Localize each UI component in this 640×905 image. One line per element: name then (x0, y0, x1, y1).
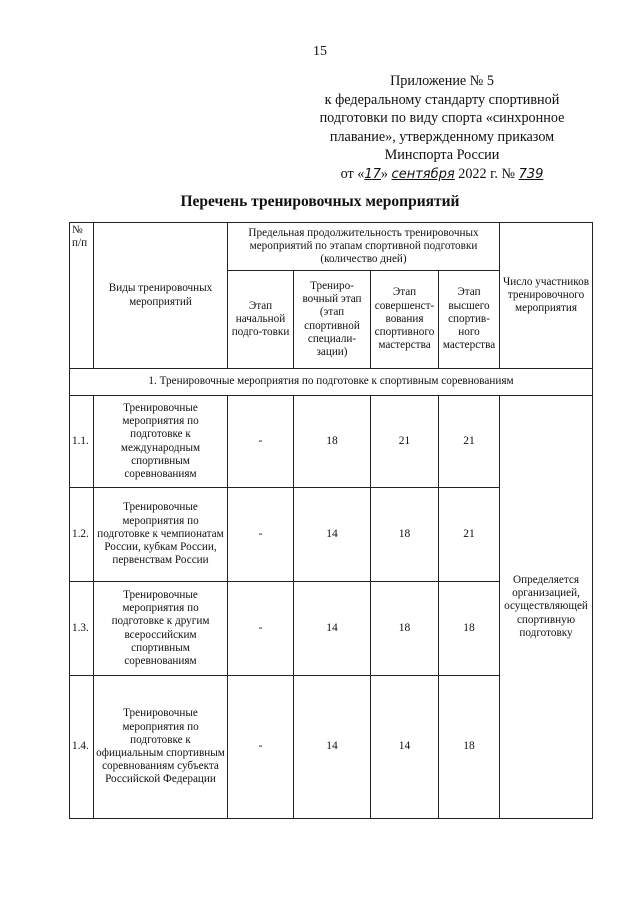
appendix-header (292, 72, 592, 184)
document-title: Перечень тренировочных мероприятий (180, 193, 460, 210)
value-initial: - (228, 582, 294, 676)
row-num: 1.1. (70, 396, 94, 488)
header-participants: Число участников тренировочного мероприятия (500, 223, 593, 369)
date-mid: » (380, 165, 388, 182)
value-initial: - (228, 488, 294, 582)
appendix-line-1: Приложение № 5 (390, 73, 494, 89)
header-kind: Виды тренировочных мероприятий (94, 223, 228, 369)
row-kind: Тренировочные мероприятия по подготовке к международным спортивным соревнованиям (94, 396, 228, 488)
order-month: сентября (391, 166, 455, 182)
order-number: 739 (518, 166, 544, 182)
appendix-line-4: плавание», утвержденному приказом (329, 128, 555, 145)
value-highest: 21 (439, 488, 500, 582)
value-initial: - (228, 676, 294, 819)
row-kind: Тренировочные мероприятия по подготовке к другим всероссийским спортивным соревнованиям (94, 582, 228, 676)
page-number: 15 (313, 44, 327, 59)
row-num: 1.2. (70, 488, 94, 582)
row-num: 1.3. (70, 582, 94, 676)
header-num: № п/п (70, 223, 94, 369)
value-improvement: 18 (371, 488, 439, 582)
date-suffix: 2022 г. № (458, 165, 516, 182)
section-heading: 1. Тренировочные мероприятия по подготовке к спортивным соревнованиям (70, 369, 593, 396)
row-kind: Тренировочные мероприятия по подготовке к официальным спортивным соревнованиям субъекта Российской Федерации (94, 676, 228, 819)
date-prefix: от « (340, 165, 365, 182)
order-day: 17 (364, 166, 381, 182)
value-training: 18 (294, 396, 371, 488)
table-row (70, 396, 593, 488)
value-improvement: 18 (371, 582, 439, 676)
participants-note: Определяется организацией, осуществляющей спортивную подготовку (500, 396, 593, 819)
header-stage-improvement: Этап совершенст-вования спортивного мастерства (371, 271, 439, 369)
value-improvement: 21 (371, 396, 439, 488)
value-improvement: 14 (371, 676, 439, 819)
appendix-line-3: подготовки по виду спорта «синхронное (319, 110, 565, 126)
value-training: 14 (294, 488, 371, 582)
header-stage-highest: Этап высшего спортив-ного мастерства (439, 271, 500, 369)
value-highest: 18 (439, 676, 500, 819)
order-date-line (292, 165, 592, 185)
value-training: 14 (294, 676, 371, 819)
value-initial: - (228, 396, 294, 488)
header-duration: Предельная продолжительность тренировочных мероприятий по этапам спортивной подготовки (количество дней) (228, 223, 500, 271)
value-highest: 18 (439, 582, 500, 676)
row-kind: Тренировочные мероприятия по подготовке к чемпионатам России, кубкам России, первенствам России (94, 488, 228, 582)
appendix-line-2: к федеральному стандарту спортивной (324, 91, 560, 108)
value-training: 14 (294, 582, 371, 676)
header-stage-initial: Этап начальной подго-товки (228, 271, 294, 369)
header-stage-training: Трениро-вочный этап (этап спортивной специали-зации) (294, 271, 371, 369)
row-num: 1.4. (70, 676, 94, 819)
appendix-line-5: Минспорта России (384, 147, 500, 163)
value-highest: 21 (439, 396, 500, 488)
training-events-table (69, 222, 593, 819)
